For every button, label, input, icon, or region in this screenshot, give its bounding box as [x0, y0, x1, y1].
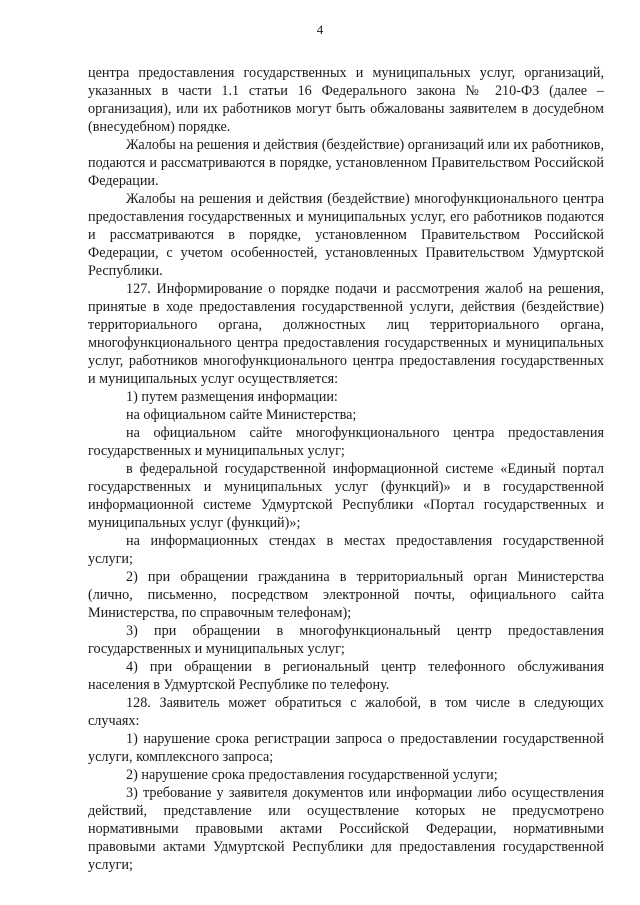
paragraph-complaints-mfc: Жалобы на решения и действия (бездействие) многофункционального центра предоставления государственных и муниципальных услуг, его работников подаются и рассматриваются в порядке, установленном Правительством Российской Федерации, с учетом особенностей, установленных Правительством Удмуртской Республики. [88, 191, 604, 279]
paragraph-organizations-appeal: центра предоставления государственных и муниципальных услуг, организаций, указанных в части 1.1 статьи 16 Федерального закона № 210-ФЗ (далее – организация), или их работников могут быть обжалованы заявителем в досудебном (внесудебном) порядке. [88, 65, 604, 135]
paragraph-complaints-organizations: Жалобы на решения и действия (бездействие) организаций или их работников, подаются и рассматриваются в порядке, установленном Правительством Российской Федерации. [88, 137, 604, 189]
list-item-info-stands: на информационных стендах в местах предоставления государственной услуги; [88, 533, 604, 567]
document-body [88, 64, 604, 874]
list-item-1-posting-info: 1) путем размещения информации: [126, 389, 338, 405]
list-item-mfc-site: на официальном сайте многофункционального центра предоставления государственных и муниципальных услуг; [88, 425, 604, 459]
page-number: 4 [316, 22, 324, 37]
list-item-3-mfc: 3) при обращении в многофункциональный центр предоставления государственных и муниципальных услуг; [88, 623, 604, 657]
paragraph-127-informing: 127. Информирование о порядке подачи и рассмотрения жалоб на решения, принятые в ходе предоставления государственной услуги, действия (бездействие) территориального органа, должностных лиц территориального органа, многофункционального центра предоставления государственных и муниципальных услуг, работников многофункционального центра предоставления государственных и муниципальных услуг осуществляется: [88, 281, 604, 387]
list-item-unified-portal: в федеральной государственной информационной системе «Единый портал государственных и муниципальных услуг (функций)» и в государственной информационной системе Удмуртской Республики «Портал государственных и муниципальных услуг (функций)»; [88, 461, 604, 531]
list-item-ministry-site: на официальном сайте Министерства; [126, 407, 357, 423]
case-item-1-registration-deadline: 1) нарушение срока регистрации запроса о предоставлении государственной услуги, комплексного запроса; [88, 731, 604, 765]
paragraph-128-complaint-cases: 128. Заявитель может обратиться с жалобой, в том числе в следующих случаях: [88, 695, 604, 729]
case-item-3-document-requirement: 3) требование у заявителя документов или информации либо осуществления действий, представление или осуществление которых не предусмотрено нормативными правовыми актами Российской Федерации, нормативными правовыми актами Удмуртской Республики для предоставления государственной услуги; [88, 785, 604, 873]
list-item-4-phone-center: 4) при обращении в региональный центр телефонного обслуживания населения в Удмуртской Республике по телефону. [88, 659, 604, 693]
case-item-2-service-deadline: 2) нарушение срока предоставления государственной услуги; [126, 767, 498, 783]
list-item-2-territorial-body: 2) при обращении гражданина в территориальный орган Министерства (лично, письменно, посредством электронной почты, официального сайта Министерства, по справочным телефонам); [88, 569, 604, 621]
